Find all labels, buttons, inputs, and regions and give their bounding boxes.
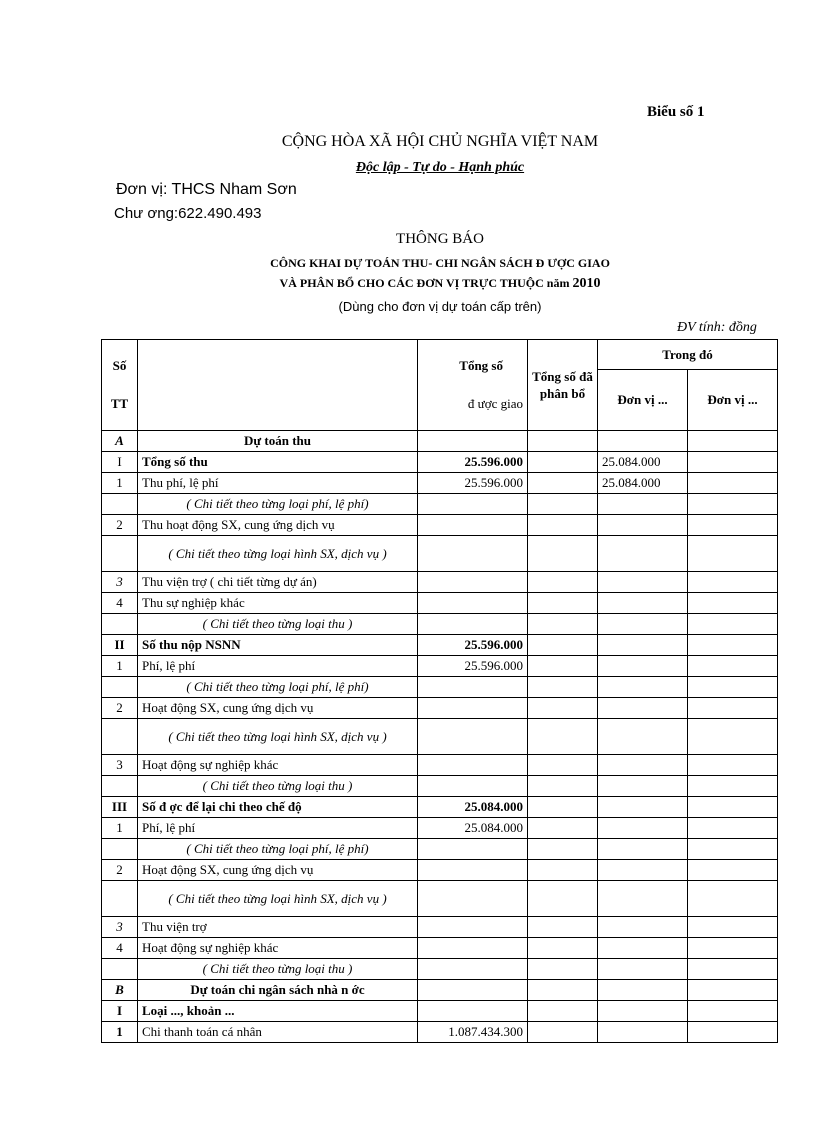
table-row <box>102 797 778 818</box>
row-name: Phí, lệ phí <box>138 818 418 839</box>
subtitle-2-year: 2010 <box>572 276 601 291</box>
table-row <box>102 755 778 776</box>
row-unit-1 <box>598 677 688 698</box>
table-row <box>102 635 778 656</box>
row-allocated <box>528 818 598 839</box>
row-tt: 3 <box>102 572 138 593</box>
row-unit-1 <box>598 755 688 776</box>
row-name: Hoạt động sự nghiệp khác <box>138 938 418 959</box>
table-row <box>102 1001 778 1022</box>
table-row <box>102 515 778 536</box>
table-row <box>102 431 778 452</box>
row-allocated <box>528 536 598 572</box>
row-unit-2 <box>688 1022 778 1043</box>
table-row <box>102 776 778 797</box>
row-allocated <box>528 698 598 719</box>
row-total: 25.596.000 <box>418 656 528 677</box>
row-unit-2 <box>688 719 778 755</box>
row-unit-2 <box>688 473 778 494</box>
row-tt: 2 <box>102 698 138 719</box>
table-row <box>102 917 778 938</box>
table-row <box>102 677 778 698</box>
table-row <box>102 536 778 572</box>
notice-title: THÔNG BÁO <box>396 231 484 247</box>
row-unit-2 <box>688 572 778 593</box>
row-name: ( Chi tiết theo từng loại phí, lệ phí) <box>138 677 418 698</box>
row-allocated <box>528 860 598 881</box>
row-total <box>418 839 528 860</box>
row-unit-1 <box>598 536 688 572</box>
row-unit-1 <box>598 980 688 1001</box>
row-allocated <box>528 515 598 536</box>
row-total <box>418 1001 528 1022</box>
row-unit-2 <box>688 677 778 698</box>
row-total: 25.596.000 <box>418 473 528 494</box>
row-name: Hoạt động sự nghiệp khác <box>138 755 418 776</box>
row-unit-1 <box>598 1001 688 1022</box>
table-row <box>102 698 778 719</box>
unit-name: Đơn vị: THCS Nham Sơn <box>116 181 297 198</box>
row-unit-1 <box>598 593 688 614</box>
table-row <box>102 959 778 980</box>
row-unit-1 <box>598 515 688 536</box>
row-unit-2 <box>688 959 778 980</box>
row-allocated <box>528 572 598 593</box>
row-tt: A <box>102 431 138 452</box>
row-unit-2 <box>688 593 778 614</box>
row-unit-2 <box>688 1001 778 1022</box>
row-total <box>418 719 528 755</box>
row-unit-1 <box>598 797 688 818</box>
row-name: Thu phí, lệ phí <box>138 473 418 494</box>
row-allocated <box>528 881 598 917</box>
subtitle-2-text: VÀ PHÂN BỔ CHO CÁC ĐƠN VỊ TRỰC THUỘC năm <box>279 276 573 290</box>
row-unit-2 <box>688 917 778 938</box>
row-allocated <box>528 719 598 755</box>
table-row <box>102 1022 778 1043</box>
row-tt <box>102 776 138 797</box>
row-tt <box>102 959 138 980</box>
row-allocated <box>528 959 598 980</box>
table-row <box>102 881 778 917</box>
row-allocated <box>528 656 598 677</box>
row-unit-2 <box>688 452 778 473</box>
row-unit-1 <box>598 656 688 677</box>
row-total <box>418 959 528 980</box>
row-unit-2 <box>688 515 778 536</box>
row-total <box>418 755 528 776</box>
row-unit-2 <box>688 635 778 656</box>
row-total <box>418 677 528 698</box>
row-tt: 1 <box>102 473 138 494</box>
row-tt: 1 <box>102 818 138 839</box>
row-tt: I <box>102 1001 138 1022</box>
row-total <box>418 593 528 614</box>
row-allocated <box>528 431 598 452</box>
row-unit-1 <box>598 1022 688 1043</box>
col-header-allocated: Tổng số đã phân bổ <box>528 340 598 431</box>
table-row <box>102 980 778 1001</box>
row-tt: 2 <box>102 860 138 881</box>
row-unit-1 <box>598 881 688 917</box>
row-total <box>418 536 528 572</box>
row-unit-2 <box>688 536 778 572</box>
row-name: Dự toán thu <box>138 431 418 452</box>
row-tt <box>102 839 138 860</box>
row-name: Tổng số thu <box>138 452 418 473</box>
row-allocated <box>528 938 598 959</box>
row-total <box>418 698 528 719</box>
table-row <box>102 494 778 515</box>
row-unit-1 <box>598 938 688 959</box>
row-name: Hoạt động SX, cung ứng dịch vụ <box>138 860 418 881</box>
col-header-unit-1: Đơn vị ... <box>598 370 688 431</box>
col-header-total <box>418 340 528 431</box>
row-total: 25.084.000 <box>418 797 528 818</box>
row-total <box>418 515 528 536</box>
row-name: ( Chi tiết theo từng loại hình SX, dịch vụ ) <box>138 719 418 755</box>
row-tt: I <box>102 452 138 473</box>
row-total <box>418 431 528 452</box>
row-tt <box>102 494 138 515</box>
row-name: Hoạt động SX, cung ứng dịch vụ <box>138 698 418 719</box>
row-allocated <box>528 980 598 1001</box>
row-unit-2 <box>688 818 778 839</box>
notice-subtitle-3: (Dùng cho đơn vị dự toán cấp trên) <box>338 299 542 314</box>
table-row <box>102 860 778 881</box>
row-name: ( Chi tiết theo từng loại thu ) <box>138 959 418 980</box>
row-name: Thu hoạt động SX, cung ứng dịch vụ <box>138 515 418 536</box>
row-allocated <box>528 473 598 494</box>
row-allocated <box>528 1022 598 1043</box>
row-unit-2 <box>688 881 778 917</box>
row-total <box>418 881 528 917</box>
row-total <box>418 494 528 515</box>
row-unit-2 <box>688 776 778 797</box>
row-unit-1 <box>598 959 688 980</box>
row-name: Loại ..., khoản ... <box>138 1001 418 1022</box>
row-tt: 3 <box>102 755 138 776</box>
row-name: Số đ ợc để lại chi theo chế độ <box>138 797 418 818</box>
row-name: ( Chi tiết theo từng loại hình SX, dịch vụ ) <box>138 536 418 572</box>
row-unit-2 <box>688 860 778 881</box>
row-total: 25.596.000 <box>418 635 528 656</box>
row-unit-1 <box>598 614 688 635</box>
row-name: Dự toán chi ngân sách nhà n ớc <box>138 980 418 1001</box>
row-tt <box>102 677 138 698</box>
row-name: Số thu nộp NSNN <box>138 635 418 656</box>
row-unit-2 <box>688 698 778 719</box>
row-name: ( Chi tiết theo từng loại thu ) <box>138 614 418 635</box>
table-row <box>102 572 778 593</box>
row-allocated <box>528 494 598 515</box>
row-tt: B <box>102 980 138 1001</box>
row-unit-1 <box>598 431 688 452</box>
row-tt: 4 <box>102 593 138 614</box>
table-row <box>102 656 778 677</box>
notice-subtitle-2 <box>0 276 816 292</box>
row-unit-1 <box>598 818 688 839</box>
row-unit-2 <box>688 614 778 635</box>
form-number: Biểu số 1 <box>647 104 705 120</box>
row-unit-1 <box>598 776 688 797</box>
row-tt: 1 <box>102 656 138 677</box>
row-total <box>418 917 528 938</box>
national-title: CỘNG HÒA XÃ HỘI CHỦ NGHĨA VIỆT NAM <box>281 133 599 150</box>
row-name: Chi thanh toán cá nhân <box>138 1022 418 1043</box>
row-allocated <box>528 917 598 938</box>
table-row <box>102 614 778 635</box>
national-motto: Độc lập - Tự do - Hạnh phúc <box>355 160 525 175</box>
row-total <box>418 860 528 881</box>
table-row <box>102 818 778 839</box>
notice-subtitle-1: CÔNG KHAI DỰ TOÁN THU- CHI NGÂN SÁCH Đ ƯỢC GIAO <box>270 256 610 270</box>
chapter-code: Chư ơng:622.490.493 <box>114 205 262 222</box>
col-header-trong-do: Trong đó <box>598 340 778 370</box>
row-unit-1 <box>598 572 688 593</box>
row-allocated <box>528 1001 598 1022</box>
row-total <box>418 776 528 797</box>
row-name: Thu viện trợ ( chi tiết từng dự án) <box>138 572 418 593</box>
row-unit-2 <box>688 755 778 776</box>
row-name: ( Chi tiết theo từng loại phí, lệ phí) <box>138 839 418 860</box>
row-unit-2 <box>688 431 778 452</box>
row-total: 1.087.434.300 <box>418 1022 528 1043</box>
row-unit-2 <box>688 494 778 515</box>
col-header-stt <box>102 340 138 431</box>
row-allocated <box>528 839 598 860</box>
table-row <box>102 938 778 959</box>
row-unit-2 <box>688 839 778 860</box>
row-tt <box>102 614 138 635</box>
currency-unit-note: ĐV tính: đồng <box>677 320 757 335</box>
row-tt: 3 <box>102 917 138 938</box>
row-tt <box>102 536 138 572</box>
row-unit-2 <box>688 656 778 677</box>
col-header-stt-line2: TT <box>110 396 129 411</box>
row-unit-2 <box>688 938 778 959</box>
row-allocated <box>528 677 598 698</box>
row-unit-1: 25.084.000 <box>598 473 688 494</box>
row-unit-1 <box>598 635 688 656</box>
row-unit-1 <box>598 839 688 860</box>
row-total <box>418 572 528 593</box>
table-row <box>102 593 778 614</box>
table-row <box>102 452 778 473</box>
row-tt: III <box>102 797 138 818</box>
row-allocated <box>528 776 598 797</box>
row-tt <box>102 881 138 917</box>
row-allocated <box>528 755 598 776</box>
row-name: Thu viện trợ <box>138 917 418 938</box>
col-header-stt-line1: Số <box>112 358 127 373</box>
row-tt: 4 <box>102 938 138 959</box>
col-header-name <box>138 340 418 431</box>
row-allocated <box>528 614 598 635</box>
table-row <box>102 839 778 860</box>
row-allocated <box>528 452 598 473</box>
row-total <box>418 980 528 1001</box>
row-name: ( Chi tiết theo từng loại hình SX, dịch vụ ) <box>138 881 418 917</box>
row-total: 25.596.000 <box>418 452 528 473</box>
row-unit-2 <box>688 797 778 818</box>
col-header-total-line2: đ ược giao <box>467 396 523 411</box>
row-unit-1 <box>598 719 688 755</box>
row-name: ( Chi tiết theo từng loại phí, lệ phí) <box>138 494 418 515</box>
row-unit-2 <box>688 980 778 1001</box>
row-tt: II <box>102 635 138 656</box>
row-unit-1 <box>598 698 688 719</box>
row-unit-1 <box>598 860 688 881</box>
row-allocated <box>528 797 598 818</box>
row-unit-1 <box>598 494 688 515</box>
col-header-total-line1: Tổng số <box>459 358 503 373</box>
table-row <box>102 719 778 755</box>
row-name: ( Chi tiết theo từng loại thu ) <box>138 776 418 797</box>
row-name: Phí, lệ phí <box>138 656 418 677</box>
row-name: Thu sự nghiệp khác <box>138 593 418 614</box>
row-tt: 1 <box>102 1022 138 1043</box>
row-tt: 2 <box>102 515 138 536</box>
budget-table <box>101 339 778 1043</box>
row-total <box>418 614 528 635</box>
row-total: 25.084.000 <box>418 818 528 839</box>
row-allocated <box>528 593 598 614</box>
row-total <box>418 938 528 959</box>
row-allocated <box>528 635 598 656</box>
row-unit-1 <box>598 917 688 938</box>
col-header-unit-2: Đơn vị ... <box>688 370 778 431</box>
row-unit-1: 25.084.000 <box>598 452 688 473</box>
row-tt <box>102 719 138 755</box>
table-row <box>102 473 778 494</box>
